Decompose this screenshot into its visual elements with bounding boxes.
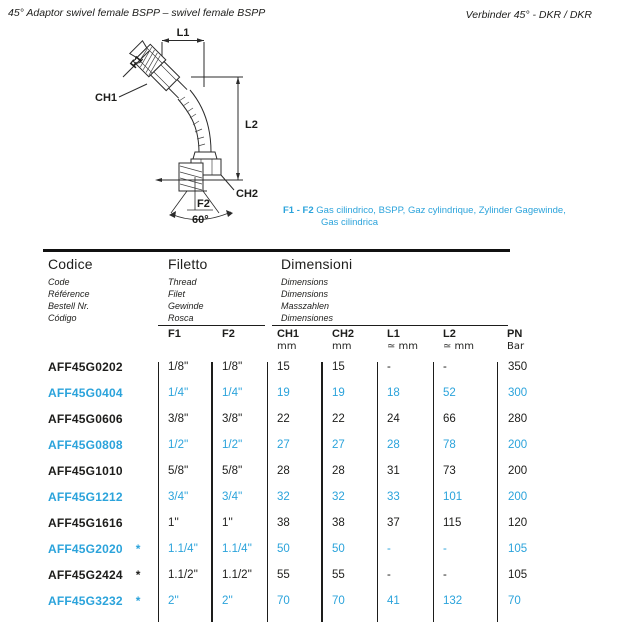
table-cell: 1'' xyxy=(168,517,179,529)
table-cell: 55 xyxy=(277,569,290,581)
dim-label-ch1: CH1 xyxy=(95,92,118,104)
table-cell: 22 xyxy=(332,413,345,425)
table-cell: 18 xyxy=(387,387,400,399)
table-cell: 120 xyxy=(508,517,528,529)
table-cell: 105 xyxy=(508,543,528,555)
table-cell: 28 xyxy=(332,465,345,477)
table-cell: 28 xyxy=(387,439,400,451)
part-code: AFF45G0808 xyxy=(48,438,123,452)
thread-note-line1: F1 - F2 Gas cilindrico, BSPP, Gaz cylindrique, Zylinder Gagewinde, xyxy=(283,205,566,216)
table-cell: 24 xyxy=(387,413,400,425)
column-divider xyxy=(267,362,268,622)
table-cell: 19 xyxy=(277,387,290,399)
table-cell: 1/2'' xyxy=(168,439,189,451)
table-cell: 2'' xyxy=(168,595,179,607)
table-cell: 1/2'' xyxy=(222,439,243,451)
part-code: AFF45G1616 xyxy=(48,516,123,530)
table-cell: 1/8'' xyxy=(222,361,243,373)
part-code: AFF45G2020 * xyxy=(48,542,141,556)
table-cell: 300 xyxy=(508,387,528,399)
column-unit: Bar xyxy=(507,341,525,352)
group-subtitle: Dimensions xyxy=(281,277,329,287)
table-cell: 200 xyxy=(508,465,528,477)
part-code: AFF45G0404 xyxy=(48,386,123,400)
footnote-asterisk: * xyxy=(135,594,141,608)
table-cell: 50 xyxy=(277,543,290,555)
table-cell: 350 xyxy=(508,361,528,373)
group-subtitle: Gewinde xyxy=(168,301,204,311)
group-subtitle: Dimensions xyxy=(281,289,329,299)
table-cell: 31 xyxy=(387,465,400,477)
table-cell: 66 xyxy=(443,413,456,425)
table-cell: 73 xyxy=(443,465,456,477)
table-cell: 27 xyxy=(332,439,345,451)
table-cell: 22 xyxy=(277,413,290,425)
column-divider xyxy=(211,362,213,622)
group-subtitle: Rosca xyxy=(168,313,194,323)
column-label: L2 xyxy=(443,328,456,340)
table-cell: 50 xyxy=(332,543,345,555)
group-title: Codice xyxy=(48,256,93,272)
table-cell: 1'' xyxy=(222,517,233,529)
table-cell: 132 xyxy=(443,595,463,607)
group-subtitle: Référence xyxy=(48,289,90,299)
table-cell: - xyxy=(443,543,447,555)
table-cell: 200 xyxy=(508,439,528,451)
column-group-header xyxy=(48,256,93,324)
column-label: PN xyxy=(507,328,523,340)
table-cell: 1/4'' xyxy=(168,387,189,399)
table-cell: 32 xyxy=(277,491,290,503)
page-title: 45° Adaptor swivel female BSPP – swivel female BSPP xyxy=(8,7,266,19)
part-code: AFF45G0606 xyxy=(48,412,123,426)
part-code: AFF45G2424 * xyxy=(48,568,141,582)
dim-label-angle: 60° xyxy=(192,214,209,226)
table-cell: 2'' xyxy=(222,595,233,607)
dim-label-l2: L2 xyxy=(245,119,258,131)
group-subtitle: Dimensiones xyxy=(281,313,334,323)
column-divider xyxy=(321,362,323,622)
table-cell: 101 xyxy=(443,491,463,503)
footnote-asterisk: * xyxy=(135,542,141,556)
table-cell: 1/4'' xyxy=(222,387,243,399)
table-cell: 52 xyxy=(443,387,456,399)
thread-note-prefix: F1 - F2 xyxy=(283,205,314,216)
table-cell: 28 xyxy=(277,465,290,477)
table-cell: 105 xyxy=(508,569,528,581)
part-code: AFF45G1212 xyxy=(48,490,123,504)
table-cell: 3/8'' xyxy=(168,413,189,425)
column-label: F1 xyxy=(168,328,181,340)
dim-label-f1: F1 xyxy=(128,53,146,71)
part-code: AFF45G3232 * xyxy=(48,594,141,608)
group-subtitle: Filet xyxy=(168,289,186,299)
column-unit: mm xyxy=(332,341,352,352)
column-label: F2 xyxy=(222,328,235,340)
column-divider xyxy=(433,362,434,622)
table-cell: 115 xyxy=(443,517,462,529)
table-cell: 15 xyxy=(332,361,345,373)
column-divider xyxy=(497,362,498,622)
column-divider xyxy=(158,362,159,622)
table-cell: 1/8'' xyxy=(168,361,189,373)
group-subtitle: Masszahlen xyxy=(281,301,330,311)
dimensioni-group-rule xyxy=(272,325,508,326)
table-cell: - xyxy=(387,543,391,555)
table-cell: 5/8'' xyxy=(168,465,189,477)
table-cell: 1.1/2'' xyxy=(168,569,198,581)
table-cell: 1.1/4'' xyxy=(222,543,252,555)
table-cell: 38 xyxy=(332,517,345,529)
table-top-rule xyxy=(43,249,510,252)
column-unit: ≃ mm xyxy=(443,341,475,352)
table-cell: 3/4'' xyxy=(222,491,243,503)
table-cell: 3/4'' xyxy=(168,491,189,503)
part-code: AFF45G0202 xyxy=(48,360,123,374)
table-cell: 3/8'' xyxy=(222,413,243,425)
group-title: Filetto xyxy=(168,256,208,272)
table-cell: 55 xyxy=(332,569,345,581)
column-label: CH2 xyxy=(332,328,355,340)
table-cell: - xyxy=(387,361,391,373)
footnote-asterisk: * xyxy=(135,568,141,582)
table-cell: 41 xyxy=(387,595,400,607)
table-cell: 70 xyxy=(508,595,521,607)
part-code: AFF45G1010 xyxy=(48,464,123,478)
thread-note xyxy=(283,205,613,228)
group-subtitle: Code xyxy=(48,277,70,287)
column-label: CH1 xyxy=(277,328,300,340)
table-cell: - xyxy=(443,361,447,373)
page-title-german: Verbinder 45° - DKR / DKR xyxy=(465,9,592,21)
table-cell: 27 xyxy=(277,439,290,451)
table-cell: 280 xyxy=(508,413,528,425)
table-cell: - xyxy=(443,569,447,581)
table-cell: 200 xyxy=(508,491,528,503)
table-cell: 78 xyxy=(443,439,456,451)
table-cell: 38 xyxy=(277,517,290,529)
dim-label-f2: F2 xyxy=(197,198,210,210)
table-cell: 15 xyxy=(277,361,290,373)
table-cell: 70 xyxy=(332,595,345,607)
table-cell: - xyxy=(387,569,391,581)
column-group-header xyxy=(281,256,352,324)
column-divider xyxy=(377,362,378,622)
group-subtitle: Bestell Nr. xyxy=(48,301,90,311)
column-unit: ≃ mm xyxy=(387,341,419,352)
column-unit: mm xyxy=(277,341,297,352)
group-subtitle: Thread xyxy=(168,277,197,287)
dim-label-ch2: CH2 xyxy=(236,188,259,200)
data-table xyxy=(48,328,545,614)
table-cell: 5/8'' xyxy=(222,465,243,477)
table-cell: 33 xyxy=(387,491,400,503)
table-cell: 32 xyxy=(332,491,345,503)
table-cell: 37 xyxy=(387,517,400,529)
filetto-group-rule xyxy=(158,325,265,326)
dim-label-l1: L1 xyxy=(176,27,190,39)
column-label: L1 xyxy=(387,328,400,340)
column-group-header xyxy=(168,256,208,324)
table-cell: 70 xyxy=(277,595,290,607)
thread-note-line2: Gas cilindrica xyxy=(321,216,379,228)
group-title: Dimensioni xyxy=(281,256,353,272)
table-cell: 19 xyxy=(332,387,345,399)
table-cell: 1.1/4'' xyxy=(168,543,198,555)
fitting-technical-drawing xyxy=(95,27,305,239)
group-subtitle: Código xyxy=(48,313,77,323)
table-cell: 1.1/2'' xyxy=(222,569,252,581)
